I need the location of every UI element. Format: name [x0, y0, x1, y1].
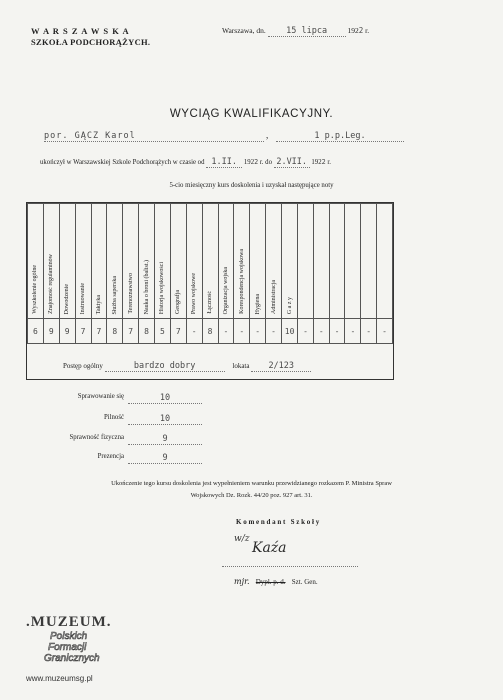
subject-grade: 5 [155, 319, 171, 344]
subject-grade: 9 [43, 319, 59, 344]
subject-header-cell [345, 204, 361, 319]
subject-label: Terenoznawstwo [127, 273, 134, 314]
subject-header-cell [107, 204, 123, 319]
subject-grade: - [377, 319, 393, 344]
subject-label: Instruowanie [80, 282, 87, 314]
subject-label: Znajomość regulaminów [48, 254, 55, 314]
subject-grade: - [345, 319, 361, 344]
subject-grade: 9 [59, 319, 75, 344]
comma: , [266, 130, 269, 140]
museum-word: .MUZEUM. [26, 614, 112, 630]
conduct-label-1: Sprawowanie się [77, 393, 124, 400]
subject-header-cell [377, 204, 393, 319]
signature-rank: mjr. [234, 577, 250, 586]
subject-label: Korespondencja wojskowa [238, 249, 245, 314]
subject-header-cell [123, 204, 139, 319]
subject-header-cell [250, 204, 266, 319]
completion-text: ukończył w Warszawskiej Szkole Podchorążych w czasie od [40, 159, 205, 166]
person-line [44, 131, 404, 143]
subject-label: Nauka o broni (balist.) [143, 259, 150, 314]
grade-row [28, 319, 393, 344]
person-rank-name: por. GĄCZ Karol [44, 131, 264, 142]
subject-grade: 8 [202, 319, 218, 344]
subject-header-cell [186, 204, 202, 319]
document-title: WYCIĄG KWALIFIKACYJNY. [169, 108, 334, 120]
subject-grade: - [250, 319, 266, 344]
museum-word-3: Formacji [48, 642, 87, 653]
subject-grade: 7 [123, 319, 139, 344]
completion-line [40, 157, 331, 168]
subject-label: Administracja [270, 280, 277, 314]
subject-header-cell [139, 204, 155, 319]
signature-rank-line [234, 577, 318, 586]
subject-label: Historja wojskowości [159, 261, 166, 314]
signature-name: Kaźa [252, 540, 287, 556]
signature-pp: w/z [234, 534, 250, 544]
subject-grade: - [218, 319, 234, 344]
date-value: 15 lipca [268, 26, 346, 37]
subject-label: Łączność [207, 291, 214, 314]
subject-label: Prawo wojskowe [191, 272, 198, 314]
rank-value: 2/123 [251, 361, 311, 372]
subject-header-cell [59, 204, 75, 319]
signature-line [222, 566, 358, 567]
conduct-label-2: Pilność [103, 414, 124, 421]
subject-header-cell [298, 204, 314, 319]
grades-table [27, 203, 393, 344]
year-prefix: 192 [347, 26, 359, 35]
course-line: 5-cio miesięczny kurs doskolenia i uzyskał następujące noty [169, 182, 334, 189]
completion-to: 2.VII. [274, 157, 310, 168]
rank-label: lokata [232, 362, 250, 370]
to-r: r. [327, 159, 331, 166]
subject-grade: - [186, 319, 202, 344]
subject-grade: 8 [139, 319, 155, 344]
subject-grade: 6 [28, 319, 44, 344]
regulation-note [0, 478, 503, 502]
subject-label: Wyszkolenie ogólne [32, 265, 39, 314]
conduct-value-1: 10 [128, 393, 202, 404]
subject-header-cell [28, 204, 44, 319]
year-r: r. [365, 26, 370, 35]
note-line-2: Wojskowych Dz. Rozk. 44/20 poz. 927 art. 31. [190, 492, 313, 499]
conduct-label-4: Prezencja [97, 453, 124, 460]
signature-role: Szt. Gen. [291, 578, 318, 586]
note-line-1: Ukończenie tego kursu doskolenia jest wypełnieniem warunku przewidzianego rozkazem P. Ministra Spraw [111, 480, 392, 487]
year-suffix: 2 [358, 26, 364, 35]
completion-from: 1.II. [206, 157, 242, 168]
subject-grade: - [234, 319, 250, 344]
grades-box [26, 202, 394, 380]
summary-line [63, 361, 311, 372]
to-year-digit: 2 [321, 158, 326, 166]
subject-header-cell [361, 204, 377, 319]
subject-label: Taktyka [95, 294, 102, 314]
conduct-value-3: 9 [128, 434, 202, 445]
subject-grade: 8 [107, 319, 123, 344]
subject-header-cell [282, 204, 298, 319]
subject-header-cell [329, 204, 345, 319]
subject-grade: - [298, 319, 314, 344]
subject-header-cell [234, 204, 250, 319]
progress-value: bardzo dobry [105, 361, 225, 372]
subject-grade: 7 [170, 319, 186, 344]
from-year-digit: 2 [254, 158, 259, 166]
conduct-value-4: 9 [128, 453, 202, 464]
subject-grade: - [313, 319, 329, 344]
subject-label: Organizacja wojska [222, 266, 229, 314]
to-year: 192 [311, 159, 322, 166]
subject-grade: 10 [282, 319, 298, 344]
subject-header-cell [218, 204, 234, 319]
date-field [222, 26, 369, 37]
museum-word-4: Granicznych [44, 653, 100, 664]
subject-grade: 7 [91, 319, 107, 344]
subject-label: Hygiena [254, 293, 261, 314]
subject-label: G a z y [286, 296, 293, 314]
from-year: 192 [243, 159, 255, 166]
subject-label: Dowodzenie [64, 283, 71, 314]
subject-header-cell [75, 204, 91, 319]
subject-header-cell [170, 204, 186, 319]
subject-grade: - [329, 319, 345, 344]
museum-word-2: Polskich [50, 631, 88, 642]
signature-struck: Dypl. p. d. [255, 578, 286, 586]
to-label: r. do [259, 159, 272, 166]
person-unit: 1 p.p.Leg. [276, 131, 404, 142]
museum-url: www.muzeumsg.pl [26, 674, 93, 683]
subject-grade: - [266, 319, 282, 344]
subject-header-row [28, 204, 393, 319]
school-name-line2: SZKOŁA PODCHORĄŻYCH. [31, 37, 151, 47]
subject-label: Geografja [175, 290, 182, 314]
progress-label: Postęp ogólny [63, 362, 103, 370]
subject-header-cell [266, 204, 282, 319]
museum-watermark [26, 614, 126, 664]
subject-label: Służba saperska [111, 275, 118, 314]
subject-header-cell [91, 204, 107, 319]
subject-header-cell [313, 204, 329, 319]
subject-header-cell [202, 204, 218, 319]
commander-title: K o m e n d a n t S z k o ł y [236, 518, 320, 526]
subject-grade: 7 [75, 319, 91, 344]
city-date-label: Warszawa, dn. [222, 26, 266, 35]
school-name-line1: W A R S Z A W S K A [31, 26, 130, 36]
conduct-value-2: 10 [128, 414, 202, 425]
subject-grade: - [361, 319, 377, 344]
subject-header-cell [43, 204, 59, 319]
conduct-label-3: Sprawność fizyczna [69, 434, 124, 441]
subject-header-cell [155, 204, 171, 319]
